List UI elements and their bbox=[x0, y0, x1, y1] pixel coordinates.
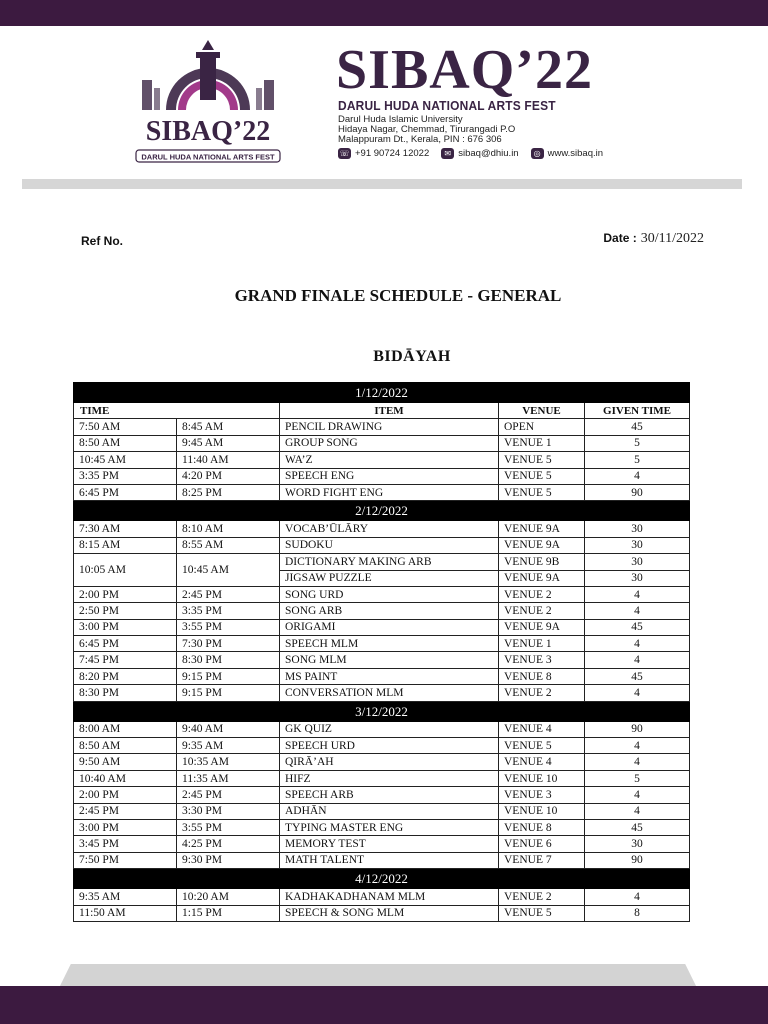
venue-cell: VENUE 9A bbox=[499, 570, 585, 586]
table-row bbox=[74, 435, 690, 451]
table-row bbox=[74, 484, 690, 500]
venue-cell: VENUE 8 bbox=[499, 668, 585, 684]
start-time-cell: 2:50 PM bbox=[74, 603, 177, 619]
item-cell: MS PAINT bbox=[280, 668, 499, 684]
start-time-cell: 10:05 AM bbox=[74, 554, 177, 587]
venue-cell: VENUE 5 bbox=[499, 484, 585, 500]
start-time-cell: 10:40 AM bbox=[74, 770, 177, 786]
item-cell: SUDOKU bbox=[280, 537, 499, 553]
end-time-cell: 8:55 AM bbox=[177, 537, 280, 553]
given-time-cell: 30 bbox=[585, 537, 690, 553]
end-time-cell: 10:20 AM bbox=[177, 889, 280, 905]
item-cell: PENCIL DRAWING bbox=[280, 419, 499, 435]
start-time-cell: 8:50 AM bbox=[74, 738, 177, 754]
contact-phone[interactable] bbox=[338, 148, 429, 159]
day-date: 4/12/2022 bbox=[74, 869, 690, 889]
contact-email[interactable] bbox=[441, 148, 518, 159]
date-label: Date : bbox=[603, 231, 637, 245]
given-time-cell: 30 bbox=[585, 570, 690, 586]
table-row bbox=[74, 537, 690, 553]
venue-cell: VENUE 2 bbox=[499, 586, 585, 602]
top-band bbox=[0, 0, 768, 26]
contact-phone-text: +91 90724 12022 bbox=[355, 148, 430, 159]
column-header-venue: VENUE bbox=[499, 403, 585, 419]
venue-cell: VENUE 7 bbox=[499, 852, 585, 868]
footer-band bbox=[0, 986, 768, 1024]
start-time-cell: 8:30 PM bbox=[74, 685, 177, 701]
table-row bbox=[74, 889, 690, 905]
table-row bbox=[74, 468, 690, 484]
end-time-cell: 9:45 AM bbox=[177, 435, 280, 451]
venue-cell: VENUE 9A bbox=[499, 619, 585, 635]
given-time-cell: 30 bbox=[585, 836, 690, 852]
end-time-cell: 8:45 AM bbox=[177, 419, 280, 435]
start-time-cell: 3:00 PM bbox=[74, 819, 177, 835]
end-time-cell: 8:30 PM bbox=[177, 652, 280, 668]
item-cell: JIGSAW PUZZLE bbox=[280, 570, 499, 586]
end-time-cell: 9:15 PM bbox=[177, 685, 280, 701]
venue-cell: VENUE 5 bbox=[499, 738, 585, 754]
end-time-cell: 4:20 PM bbox=[177, 468, 280, 484]
header-divider bbox=[22, 179, 742, 189]
table-row bbox=[74, 521, 690, 537]
start-time-cell: 9:35 AM bbox=[74, 889, 177, 905]
given-time-cell: 45 bbox=[585, 419, 690, 435]
item-cell: SPEECH URD bbox=[280, 738, 499, 754]
table-row bbox=[74, 619, 690, 635]
item-cell: SONG MLM bbox=[280, 652, 499, 668]
venue-cell: VENUE 8 bbox=[499, 819, 585, 835]
item-cell: ADHĀN bbox=[280, 803, 499, 819]
start-time-cell: 2:45 PM bbox=[74, 803, 177, 819]
venue-cell: VENUE 9A bbox=[499, 537, 585, 553]
column-header-item: ITEM bbox=[280, 403, 499, 419]
start-time-cell: 7:30 AM bbox=[74, 521, 177, 537]
item-cell: WORD FIGHT ENG bbox=[280, 484, 499, 500]
day-header-row bbox=[74, 869, 690, 889]
item-cell: HIFZ bbox=[280, 770, 499, 786]
end-time-cell: 9:30 PM bbox=[177, 852, 280, 868]
start-time-cell: 2:00 PM bbox=[74, 586, 177, 602]
start-time-cell: 7:50 AM bbox=[74, 419, 177, 435]
given-time-cell: 8 bbox=[585, 905, 690, 921]
given-time-cell: 4 bbox=[585, 803, 690, 819]
given-time-cell: 45 bbox=[585, 619, 690, 635]
end-time-cell: 2:45 PM bbox=[177, 787, 280, 803]
web-icon: ◎ bbox=[531, 148, 544, 159]
document-title: GRAND FINALE SCHEDULE - GENERAL bbox=[234, 286, 562, 305]
item-cell: CONVERSATION MLM bbox=[280, 685, 499, 701]
start-time-cell: 8:20 PM bbox=[74, 668, 177, 684]
table-row bbox=[74, 636, 690, 652]
start-time-cell: 3:45 PM bbox=[74, 836, 177, 852]
start-time-cell: 3:35 PM bbox=[74, 468, 177, 484]
item-cell: SPEECH & SONG MLM bbox=[280, 905, 499, 921]
start-time-cell: 6:45 PM bbox=[74, 484, 177, 500]
item-cell: MEMORY TEST bbox=[280, 836, 499, 852]
venue-cell: VENUE 5 bbox=[499, 452, 585, 468]
end-time-cell: 3:30 PM bbox=[177, 803, 280, 819]
day-date: 2/12/2022 bbox=[74, 501, 690, 521]
venue-cell: VENUE 9B bbox=[499, 554, 585, 570]
end-time-cell: 8:25 PM bbox=[177, 484, 280, 500]
item-cell: DICTIONARY MAKING ARB bbox=[280, 554, 499, 570]
brand-title: SIBAQ’22 bbox=[336, 39, 593, 101]
given-time-cell: 30 bbox=[585, 521, 690, 537]
venue-cell: VENUE 2 bbox=[499, 889, 585, 905]
table-row bbox=[74, 770, 690, 786]
sibaq-logo bbox=[128, 36, 288, 168]
start-time-cell: 7:45 PM bbox=[74, 652, 177, 668]
table-row bbox=[74, 754, 690, 770]
end-time-cell: 2:45 PM bbox=[177, 586, 280, 602]
venue-cell: VENUE 2 bbox=[499, 685, 585, 701]
item-cell: SONG ARB bbox=[280, 603, 499, 619]
table-row bbox=[74, 652, 690, 668]
start-time-cell: 8:00 AM bbox=[74, 721, 177, 737]
column-header-time: TIME bbox=[74, 403, 280, 419]
end-time-cell: 11:35 AM bbox=[177, 770, 280, 786]
end-time-cell: 9:40 AM bbox=[177, 721, 280, 737]
item-cell: WA’Z bbox=[280, 452, 499, 468]
day-header-row bbox=[74, 501, 690, 521]
given-time-cell: 4 bbox=[585, 787, 690, 803]
venue-cell: VENUE 3 bbox=[499, 652, 585, 668]
start-time-cell: 9:50 AM bbox=[74, 754, 177, 770]
table-row bbox=[74, 452, 690, 468]
item-cell: VOCAB’ŪLĀRY bbox=[280, 521, 499, 537]
venue-cell: VENUE 5 bbox=[499, 468, 585, 484]
table-row bbox=[74, 803, 690, 819]
given-time-cell: 4 bbox=[585, 685, 690, 701]
ref-label: Ref No. bbox=[81, 234, 123, 248]
address-line-3: Malappuram Dt., Kerala, PIN : 676 306 bbox=[338, 134, 502, 145]
table-row bbox=[74, 603, 690, 619]
venue-cell: VENUE 5 bbox=[499, 905, 585, 921]
end-time-cell: 3:35 PM bbox=[177, 603, 280, 619]
end-time-cell: 9:15 PM bbox=[177, 668, 280, 684]
column-header-given-time: GIVEN TIME bbox=[585, 403, 690, 419]
given-time-cell: 4 bbox=[585, 738, 690, 754]
given-time-cell: 4 bbox=[585, 652, 690, 668]
column-header-row bbox=[74, 403, 690, 419]
given-time-cell: 90 bbox=[585, 852, 690, 868]
contact-row bbox=[338, 148, 609, 159]
venue-cell: VENUE 6 bbox=[499, 836, 585, 852]
date-block bbox=[603, 231, 704, 247]
logo-title: SIBAQ’22 bbox=[145, 116, 271, 147]
day-header-row bbox=[74, 383, 690, 403]
start-time-cell: 11:50 AM bbox=[74, 905, 177, 921]
start-time-cell: 8:15 AM bbox=[74, 537, 177, 553]
item-cell: QIRĀ’AH bbox=[280, 754, 499, 770]
given-time-cell: 4 bbox=[585, 754, 690, 770]
address-line-2: Hidaya Nagar, Chemmad, Tirurangadi P.O bbox=[338, 124, 516, 135]
logo-ribbon: DARUL HUDA NATIONAL ARTS FEST bbox=[141, 152, 275, 162]
day-header-row bbox=[74, 701, 690, 721]
end-time-cell: 10:35 AM bbox=[177, 754, 280, 770]
end-time-cell: 3:55 PM bbox=[177, 619, 280, 635]
table-row bbox=[74, 819, 690, 835]
item-cell: SONG URD bbox=[280, 586, 499, 602]
end-time-cell: 11:40 AM bbox=[177, 452, 280, 468]
table-row bbox=[74, 905, 690, 921]
phone-icon: ☏ bbox=[339, 149, 350, 158]
venue-cell: OPEN bbox=[499, 419, 585, 435]
end-time-cell: 4:25 PM bbox=[177, 836, 280, 852]
end-time-cell: 7:30 PM bbox=[177, 636, 280, 652]
table-row bbox=[74, 586, 690, 602]
given-time-cell: 4 bbox=[585, 586, 690, 602]
day-date: 3/12/2022 bbox=[74, 701, 690, 721]
item-cell: GK QUIZ bbox=[280, 721, 499, 737]
given-time-cell: 30 bbox=[585, 554, 690, 570]
day-date: 1/12/2022 bbox=[74, 383, 690, 403]
item-cell: SPEECH ARB bbox=[280, 787, 499, 803]
given-time-cell: 90 bbox=[585, 721, 690, 737]
table-row bbox=[74, 738, 690, 754]
venue-cell: VENUE 10 bbox=[499, 803, 585, 819]
item-cell: GROUP SONG bbox=[280, 435, 499, 451]
venue-cell: VENUE 10 bbox=[499, 770, 585, 786]
contact-website[interactable] bbox=[531, 148, 603, 159]
start-time-cell: 7:50 PM bbox=[74, 852, 177, 868]
given-time-cell: 45 bbox=[585, 668, 690, 684]
given-time-cell: 5 bbox=[585, 770, 690, 786]
contact-email-text: sibaq@dhiu.in bbox=[458, 148, 519, 159]
given-time-cell: 4 bbox=[585, 468, 690, 484]
end-time-cell: 8:10 AM bbox=[177, 521, 280, 537]
contact-website-text: www.sibaq.in bbox=[547, 148, 604, 159]
venue-cell: VENUE 3 bbox=[499, 787, 585, 803]
venue-cell: VENUE 9A bbox=[499, 521, 585, 537]
given-time-cell: 4 bbox=[585, 636, 690, 652]
end-time-cell: 3:55 PM bbox=[177, 819, 280, 835]
section-title: BIDĀYAH bbox=[373, 348, 451, 365]
venue-cell: VENUE 4 bbox=[499, 721, 585, 737]
table-row bbox=[74, 685, 690, 701]
date-value: 30/11/2022 bbox=[640, 231, 704, 246]
given-time-cell: 5 bbox=[585, 435, 690, 451]
start-time-cell: 8:50 AM bbox=[74, 435, 177, 451]
mail-icon: ✉ bbox=[441, 148, 454, 159]
item-cell: SPEECH MLM bbox=[280, 636, 499, 652]
given-time-cell: 90 bbox=[585, 484, 690, 500]
brand-subtitle: DARUL HUDA NATIONAL ARTS FEST bbox=[338, 98, 556, 113]
item-cell: SPEECH ENG bbox=[280, 468, 499, 484]
start-time-cell: 6:45 PM bbox=[74, 636, 177, 652]
table-row bbox=[74, 721, 690, 737]
item-cell: TYPING MASTER ENG bbox=[280, 819, 499, 835]
given-time-cell: 4 bbox=[585, 603, 690, 619]
item-cell: MATH TALENT bbox=[280, 852, 499, 868]
end-time-cell: 1:15 PM bbox=[177, 905, 280, 921]
end-time-cell: 10:45 AM bbox=[177, 554, 280, 587]
given-time-cell: 5 bbox=[585, 452, 690, 468]
end-time-cell: 9:35 AM bbox=[177, 738, 280, 754]
venue-cell: VENUE 4 bbox=[499, 754, 585, 770]
table-row bbox=[74, 852, 690, 868]
item-cell: KADHAKADHANAM MLM bbox=[280, 889, 499, 905]
table-row bbox=[74, 787, 690, 803]
given-time-cell: 45 bbox=[585, 819, 690, 835]
venue-cell: VENUE 1 bbox=[499, 435, 585, 451]
venue-cell: VENUE 2 bbox=[499, 603, 585, 619]
start-time-cell: 2:00 PM bbox=[74, 787, 177, 803]
start-time-cell: 3:00 PM bbox=[74, 619, 177, 635]
table-row bbox=[74, 554, 690, 570]
start-time-cell: 10:45 AM bbox=[74, 452, 177, 468]
address-line-1: Darul Huda Islamic University bbox=[338, 114, 463, 125]
table-row bbox=[74, 419, 690, 435]
item-cell: ORIGAMI bbox=[280, 619, 499, 635]
venue-cell: VENUE 1 bbox=[499, 636, 585, 652]
given-time-cell: 4 bbox=[585, 889, 690, 905]
table-row bbox=[74, 836, 690, 852]
schedule-table bbox=[73, 382, 690, 922]
table-row bbox=[74, 668, 690, 684]
